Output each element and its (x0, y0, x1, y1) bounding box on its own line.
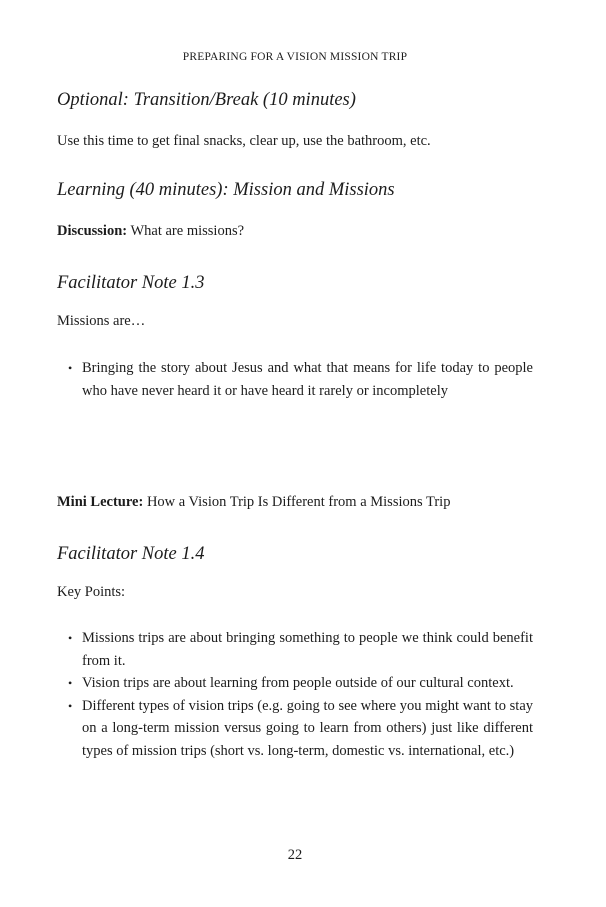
key-points-text: Key Points: (57, 584, 126, 600)
bullet-icon: • (68, 676, 73, 690)
missions-are-text: Missions are… (57, 313, 146, 329)
bullet-text: Different types of vision trips (e.g. going to see where you might want to stay on a long-term mission versus going to learn from others) just like different types of mission trips (short vs. long-term, domestic vs. international, etc.) (82, 697, 533, 759)
missions-bullet-list (68, 357, 533, 402)
discussion-paragraph (57, 223, 244, 240)
mini-lecture-label: Mini Lecture: (57, 494, 144, 510)
transition-heading: Optional: Transition/Break (10 minutes) (57, 90, 356, 110)
facilitator-note-1-3-heading: Facilitator Note 1.3 (57, 273, 205, 293)
list-item (68, 672, 533, 695)
key-points-bullet-list (68, 627, 533, 762)
bullet-icon: • (68, 698, 73, 713)
bullet-text: Vision trips are about learning from people outside of our cultural context. (82, 675, 514, 691)
list-item (68, 627, 533, 672)
list-item (68, 695, 533, 763)
discussion-text: What are missions? (127, 223, 245, 239)
bullet-text: Missions trips are about bringing something to people we think could benefit from it. (82, 630, 533, 669)
transition-text: Use this time to get final snacks, clear up, use the bathroom, etc. (57, 133, 431, 149)
running-head: PREPARING FOR A VISION MISSION TRIP (182, 51, 408, 63)
mini-lecture-text: How a Vision Trip Is Different from a Missions Trip (143, 494, 451, 510)
bullet-icon: • (68, 631, 73, 645)
facilitator-note-1-4-heading: Facilitator Note 1.4 (57, 544, 205, 564)
bullet-icon: • (68, 361, 73, 375)
bullet-text: Bringing the story about Jesus and what that means for life today to people who have never heard it or have heard it rarely or incompletely (82, 360, 533, 399)
discussion-label: Discussion: (57, 223, 128, 239)
mini-lecture-paragraph (57, 494, 450, 511)
page-number: 22 (287, 847, 303, 863)
learning-heading: Learning (40 minutes): Mission and Missions (57, 180, 395, 200)
list-item (68, 357, 533, 402)
